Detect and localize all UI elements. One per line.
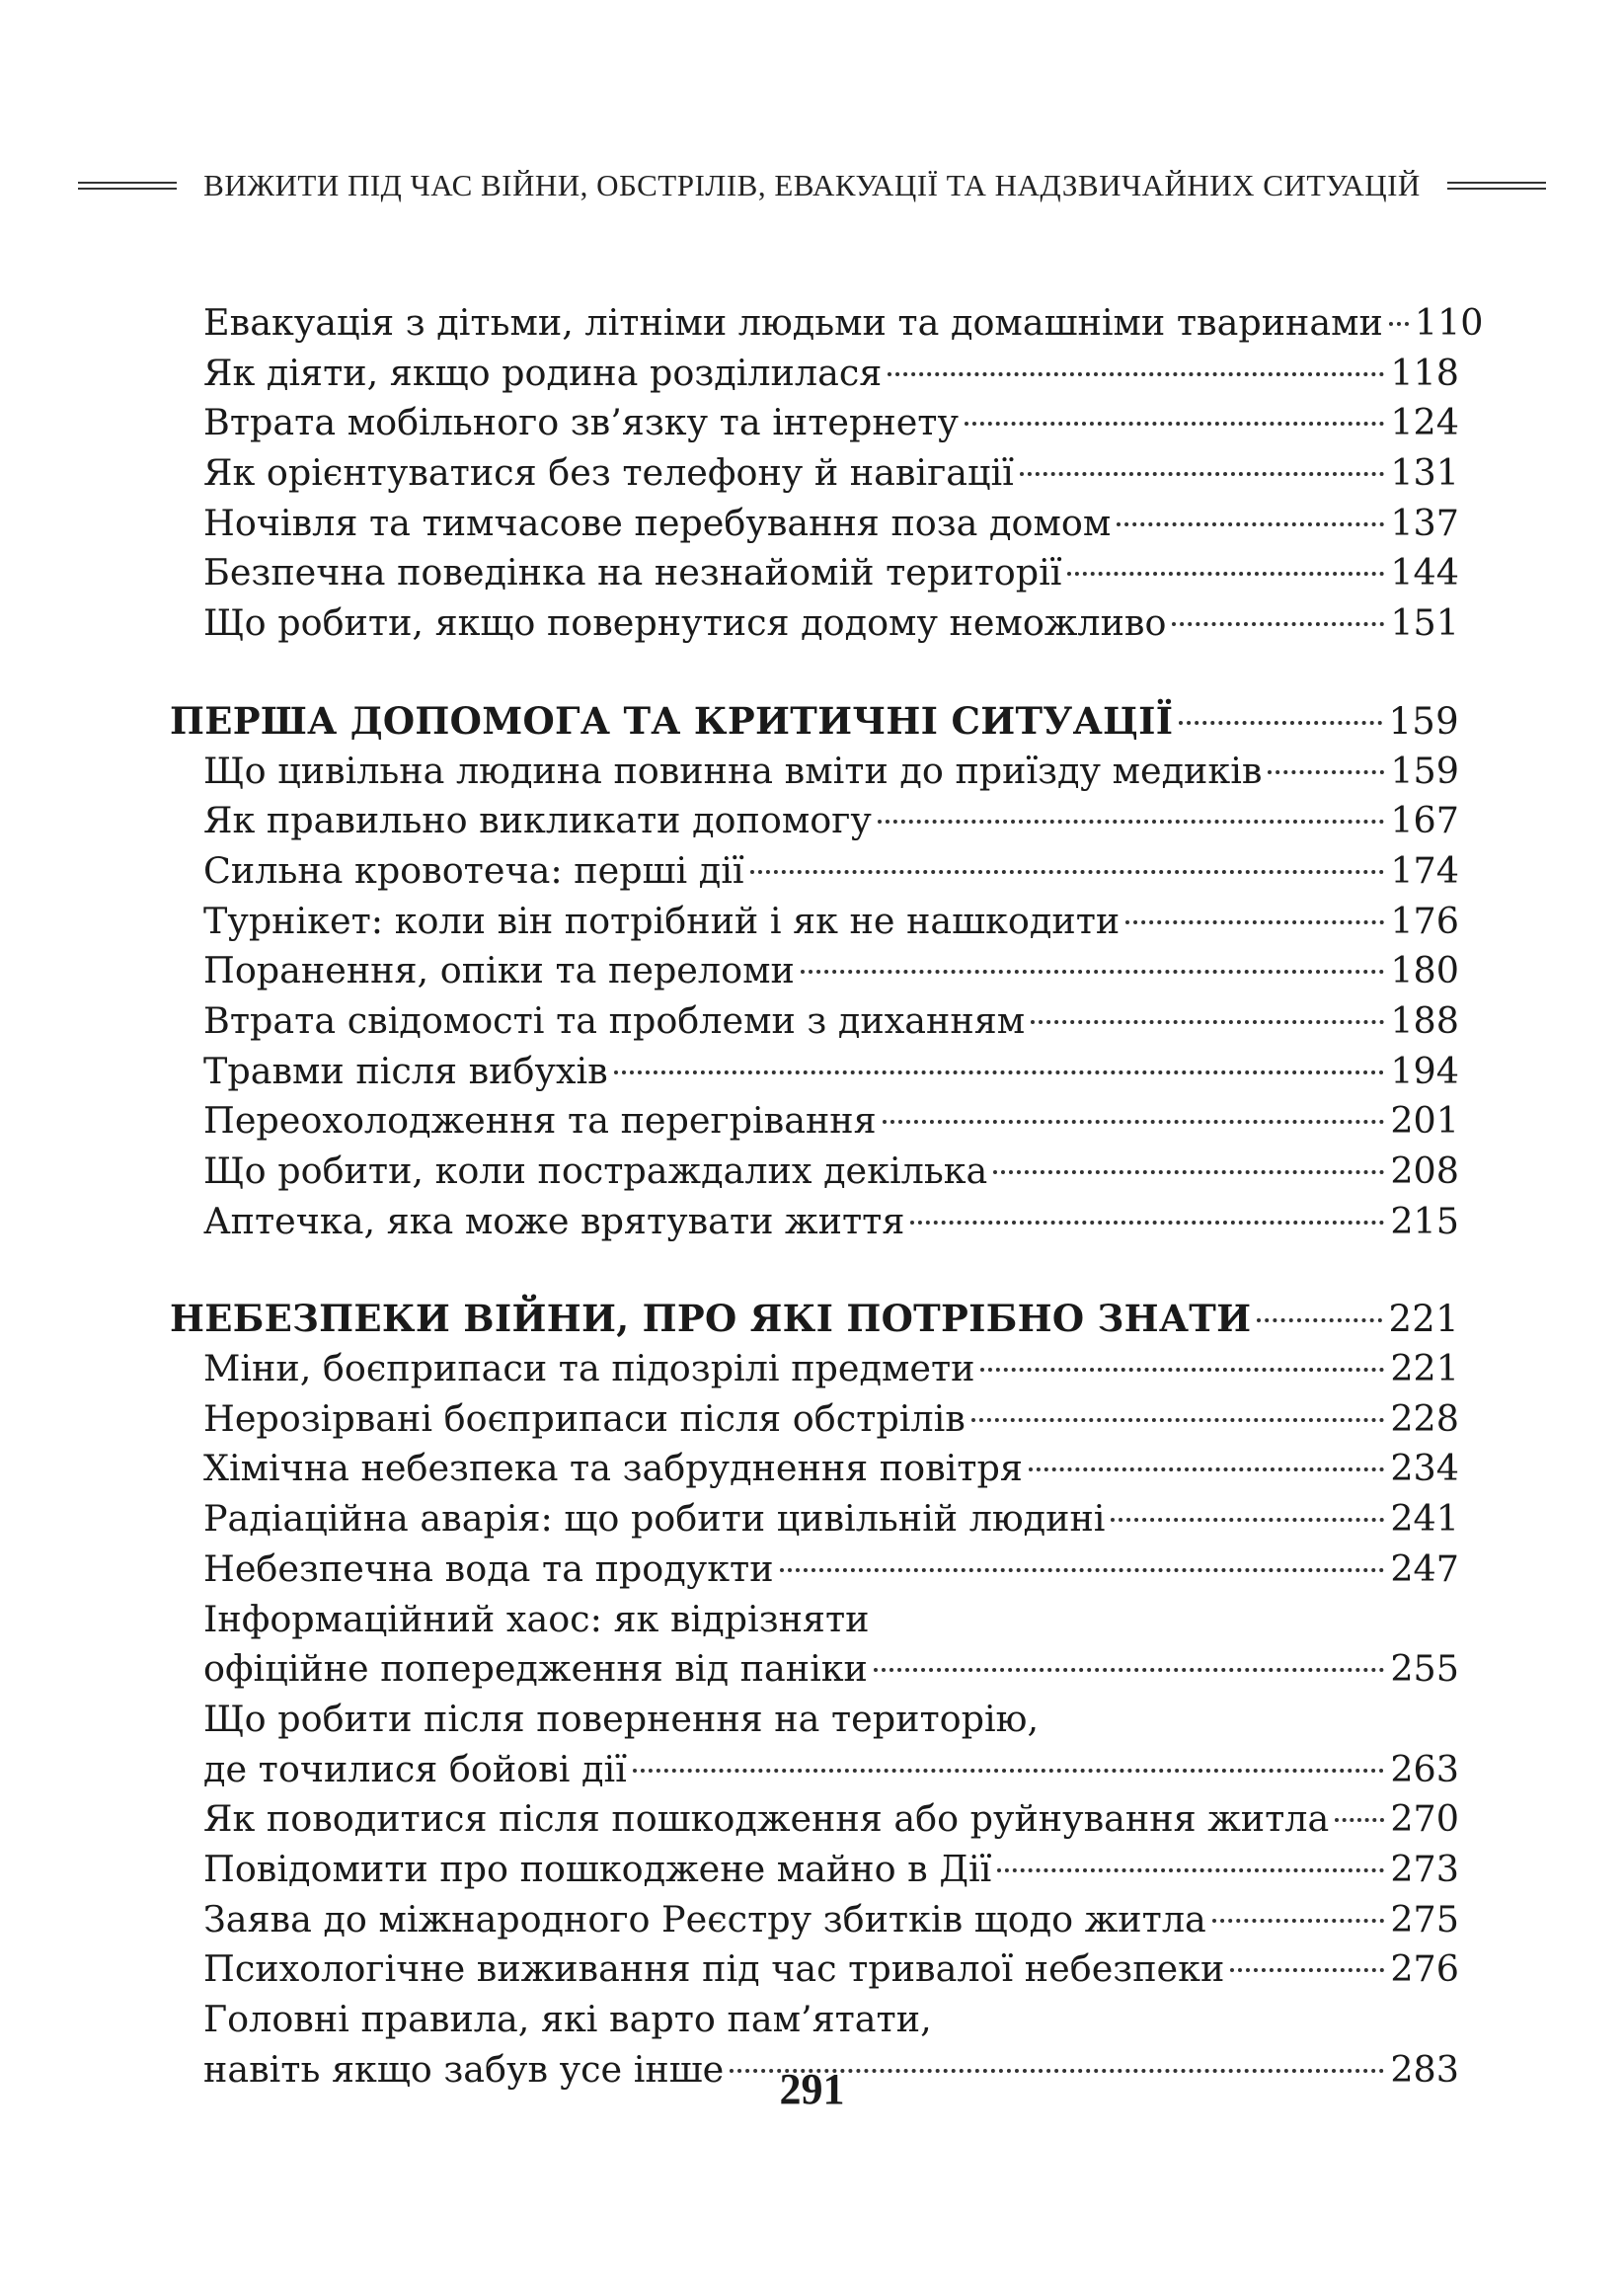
dot-leader	[1212, 1918, 1385, 1923]
toc-entry	[170, 1147, 1459, 1197]
dot-leader	[878, 819, 1385, 824]
toc-entry-page: 208	[1390, 1149, 1459, 1192]
dot-leader	[614, 1069, 1385, 1074]
toc-chapter-title: НЕБЕЗПЕКИ ВІЙНИ, ПРО ЯКІ ПОТРІБНО ЗНАТИ	[170, 1297, 1252, 1341]
toc-entry-page: 228	[1390, 1396, 1459, 1440]
dot-leader	[1067, 571, 1384, 576]
toc-entry	[170, 1895, 1459, 1945]
toc-entry-title: Повідомити про пошкоджене майно в Дії	[203, 1847, 992, 1890]
dot-leader	[883, 1119, 1385, 1124]
toc-chapter-page: 159	[1388, 699, 1459, 743]
toc-entry-page: 167	[1390, 799, 1459, 842]
toc-entry-title: Що цивільна людина повинна вміти до приїзду медиків	[203, 749, 1263, 792]
toc-entry-title: Небезпечна вода та продукти	[203, 1546, 774, 1590]
toc-entry-title: Турнікет: коли він потрібний і як не нашкодити	[203, 899, 1121, 942]
toc-entry-title: Безпечна поведінка на незнайомій території	[203, 551, 1062, 594]
toc-entry-page: 221	[1390, 1347, 1459, 1390]
dot-leader	[910, 1220, 1384, 1225]
dot-leader	[633, 1768, 1385, 1773]
toc-entry-page: 118	[1390, 351, 1459, 394]
toc-entry-page: 137	[1390, 501, 1459, 544]
dot-leader	[1335, 1817, 1384, 1822]
toc-entry-page: 263	[1390, 1747, 1459, 1790]
toc-entry-last-line	[170, 1644, 1459, 1695]
toc-entry-page: 159	[1390, 749, 1459, 792]
toc-entry-page: 124	[1390, 401, 1459, 444]
toc-entry-title: Переохолодження та перегрівання	[203, 1099, 877, 1143]
toc-entry-page: 110	[1414, 301, 1484, 344]
toc-entry-page: 215	[1390, 1199, 1459, 1242]
section-gap	[170, 649, 1459, 696]
toc-chapter-page: 221	[1388, 1298, 1459, 1341]
toc-entry-page: 188	[1390, 998, 1459, 1042]
toc-entry	[170, 846, 1459, 897]
toc-entry-page: 276	[1390, 1947, 1459, 1991]
dot-leader	[1230, 1967, 1384, 1972]
dot-leader	[971, 1417, 1385, 1422]
toc-entry-title: Поранення, опіки та переломи	[203, 949, 795, 992]
toc-entry	[170, 996, 1459, 1047]
dot-leader	[801, 969, 1385, 974]
toc-entry-page: 241	[1390, 1497, 1459, 1541]
toc-entry	[170, 1845, 1459, 1895]
toc-entry	[170, 1344, 1459, 1394]
page-number: 291	[779, 2065, 845, 2113]
toc-entry-title: Що робити, якщо повернутися додому неможливо	[203, 601, 1167, 645]
toc-entry-title: Як орієнтуватися без телефону й навігації	[203, 451, 1014, 495]
dot-leader	[1268, 769, 1384, 774]
dot-leader	[1172, 621, 1384, 626]
toc-entry	[170, 1394, 1459, 1445]
toc-entry-title: Хімічна небезпека та забруднення повітря	[203, 1447, 1023, 1490]
toc-entry-page: 194	[1390, 1049, 1459, 1092]
toc-entry	[170, 747, 1459, 797]
running-header	[0, 168, 1624, 203]
toc-entry-title: Сильна кровотеча: перші дії	[203, 848, 744, 892]
toc-entry	[170, 1047, 1459, 1097]
toc-entry-title: Втрата свідомості та проблеми з диханням	[203, 998, 1026, 1042]
section-gap	[170, 1246, 1459, 1294]
dot-leader	[1125, 919, 1384, 924]
header-rule-right	[1447, 182, 1546, 190]
toc-chapter	[170, 696, 1459, 747]
dot-leader	[750, 869, 1385, 874]
toc-entry	[170, 349, 1459, 399]
dot-leader	[993, 1169, 1384, 1174]
dot-leader	[888, 371, 1384, 376]
toc-entry-page: 275	[1390, 1897, 1459, 1940]
toc-entry-page: 283	[1390, 2047, 1459, 2091]
toc-entry-title: Травми після вибухів	[203, 1049, 608, 1092]
toc-chapter-title: ПЕРША ДОПОМОГА ТА КРИТИЧНІ СИТУАЦІЇ	[170, 698, 1174, 743]
dot-leader	[980, 1367, 1384, 1372]
toc-entry-title: Втрата мобільного зв’язку та інтернету	[203, 401, 959, 444]
toc-entry-last-line	[170, 1745, 1459, 1795]
table-of-contents	[170, 298, 1484, 2095]
toc-entry	[170, 946, 1459, 996]
toc-entry-title: Як правильно викликати допомогу	[203, 799, 872, 842]
toc-entry	[170, 499, 1459, 549]
dot-leader	[1257, 1317, 1382, 1322]
toc-entry	[170, 1794, 1459, 1845]
toc-entry-title: Психологічне виживання під час тривалої небезпеки	[203, 1947, 1225, 1991]
toc-entry	[170, 298, 1484, 349]
toc-entry-title: Евакуація з дітьми, літніми людьми та домашніми тваринами	[203, 301, 1383, 344]
toc-entry-page: 270	[1390, 1797, 1459, 1841]
dot-leader	[1020, 471, 1385, 476]
toc-entry	[170, 1944, 1459, 1995]
toc-entry-title: Що робити, коли постраждалих декілька	[203, 1149, 988, 1192]
dot-leader	[1111, 1517, 1384, 1522]
toc-entry-page: 273	[1390, 1847, 1459, 1890]
toc-entry	[170, 1544, 1459, 1595]
toc-entry-multiline	[170, 1695, 1459, 1794]
toc-entry-page: 176	[1390, 899, 1459, 942]
toc-entry-title: Нерозірвані боєприпаси після обстрілів	[203, 1396, 966, 1440]
toc-entry-multiline	[170, 1595, 1459, 1695]
dot-leader	[965, 421, 1384, 426]
toc-entry-title: Радіаційна аварія: що робити цивільній людині	[203, 1497, 1106, 1541]
toc-entry-title-line1: Головні правила, які варто пам’ятати,	[203, 1998, 932, 2040]
toc-entry	[170, 1197, 1459, 1247]
toc-entry	[170, 1096, 1459, 1147]
dot-leader	[1179, 720, 1382, 725]
toc-entry-page: 180	[1390, 949, 1459, 992]
toc-entry-page: 144	[1390, 551, 1459, 594]
toc-entry-title-line2: навіть якщо забув усе інше	[203, 2047, 725, 2091]
toc-entry-page: 151	[1390, 601, 1459, 645]
header-rule-left	[78, 182, 177, 190]
toc-entry	[170, 796, 1459, 846]
toc-entry-title-line1: Інформаційний хаос: як відрізняти	[203, 1597, 870, 1640]
toc-entry-title: Заява до міжнародного Реєстру збитків щодо житла	[203, 1897, 1206, 1940]
dot-leader	[1117, 521, 1384, 526]
toc-entry-page: 255	[1390, 1647, 1459, 1691]
toc-chapter	[170, 1294, 1459, 1344]
toc-entry-title: Ночівля та тимчасове перебування поза домом	[203, 501, 1112, 544]
toc-entry	[170, 398, 1459, 448]
toc-entry	[170, 897, 1459, 947]
dot-leader	[1389, 321, 1409, 326]
dot-leader	[1029, 1466, 1384, 1471]
toc-entry-page: 131	[1390, 451, 1459, 495]
toc-entry-title: Як діяти, якщо родина розділилася	[203, 351, 883, 394]
toc-entry	[170, 598, 1459, 649]
dot-leader	[997, 1867, 1384, 1872]
toc-entry	[170, 448, 1459, 499]
toc-entry-page: 247	[1390, 1546, 1459, 1590]
toc-entry	[170, 548, 1459, 598]
dot-leader	[780, 1567, 1385, 1572]
toc-entry-page: 174	[1390, 848, 1459, 892]
toc-entry-page: 234	[1390, 1447, 1459, 1490]
running-header-text: ВИЖИТИ ПІД ЧАС ВІЙНИ, ОБСТРІЛІВ, ЕВАКУАЦІЇ ТА НАДЗВИЧАЙНИХ СИТУАЦІЙ	[203, 168, 1421, 202]
toc-entry-title: Аптечка, яка може врятувати життя	[203, 1199, 905, 1242]
toc-entry-title-line2: офіційне попередження від паніки	[203, 1647, 868, 1691]
toc-entry-page: 201	[1390, 1099, 1459, 1143]
toc-entry-title-line2: де точилися бойові дії	[203, 1747, 627, 1790]
toc-entry	[170, 1444, 1459, 1494]
toc-entry-title: Міни, боєприпаси та підозрілі предмети	[203, 1347, 975, 1390]
dot-leader	[1031, 1019, 1384, 1024]
dot-leader	[874, 1667, 1384, 1672]
toc-entry-title: Як поводитися після пошкодження або руйнування житла	[203, 1797, 1330, 1841]
toc-entry-title-line1: Що робити після повернення на територію,	[203, 1697, 1040, 1740]
toc-entry	[170, 1494, 1459, 1544]
